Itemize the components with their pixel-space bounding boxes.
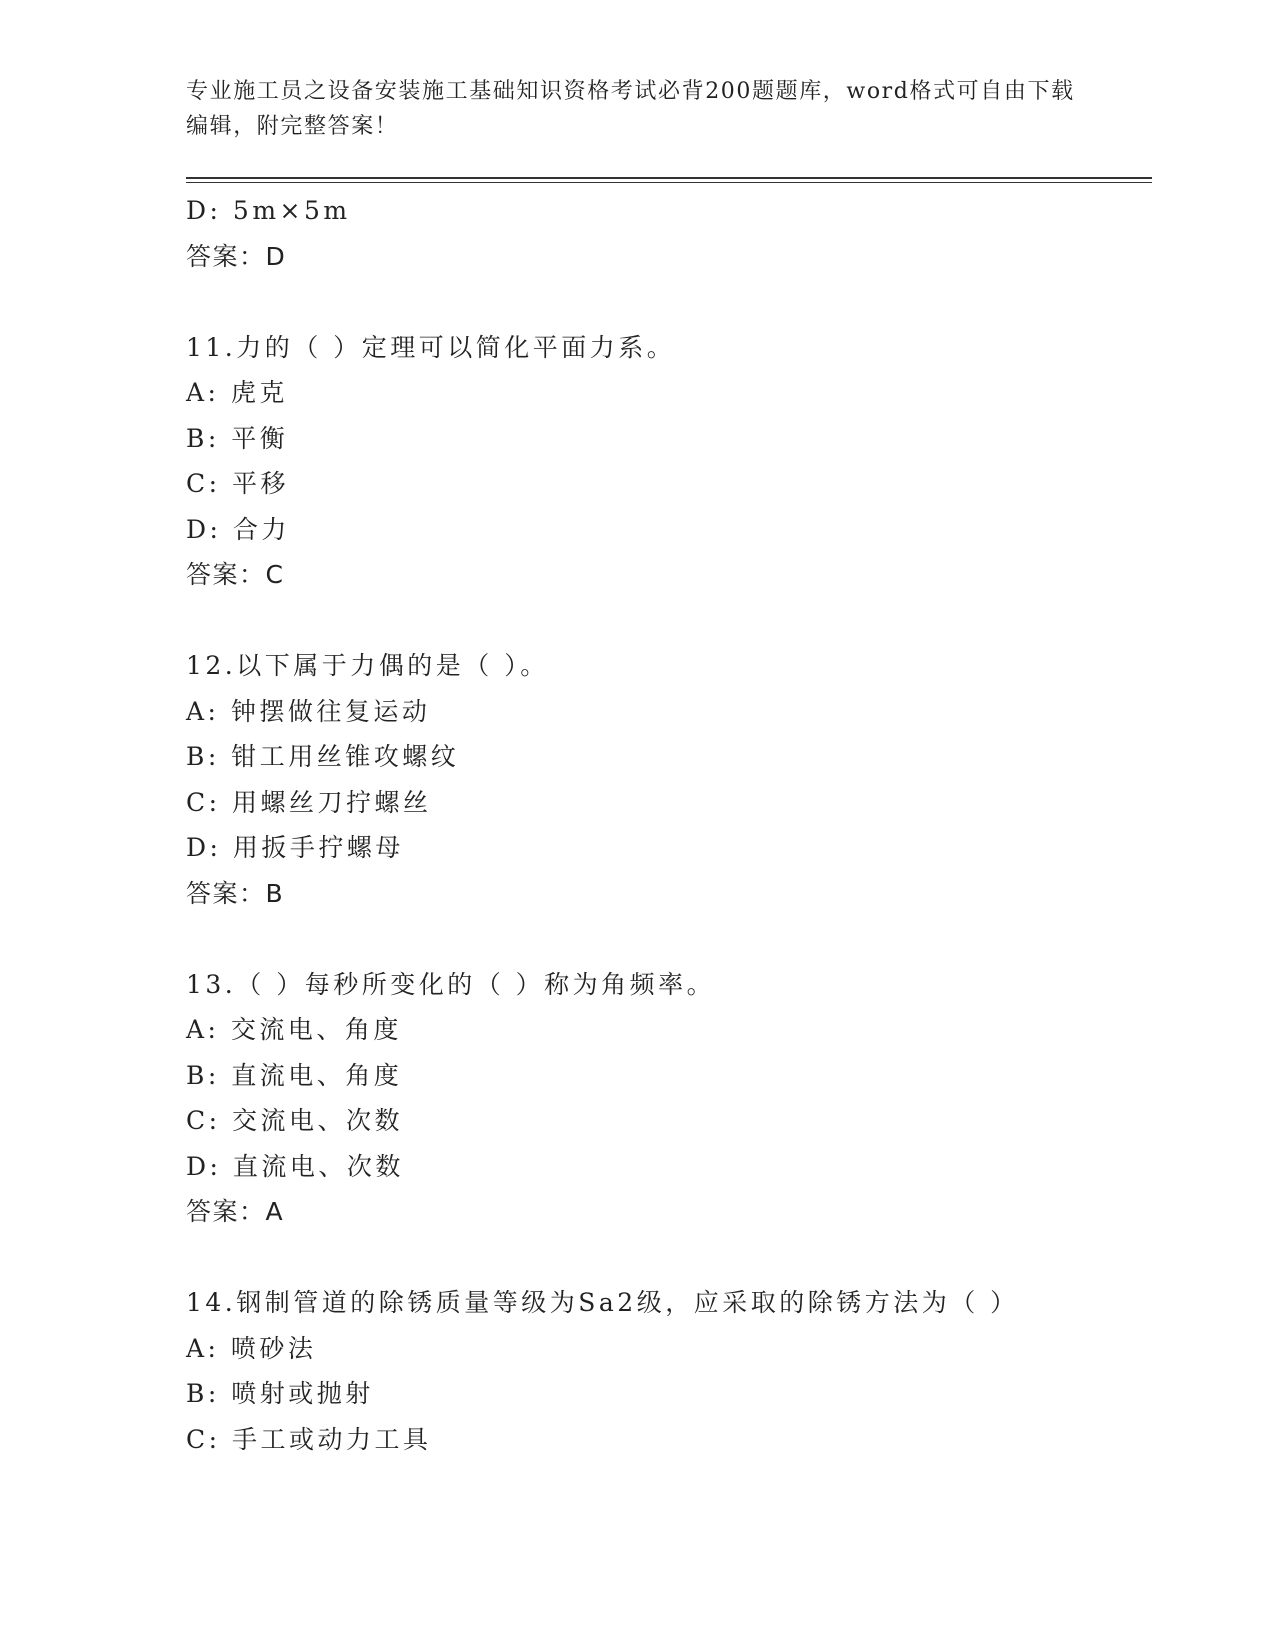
option-d: D: 合力 xyxy=(186,514,290,544)
answer-line: 答案：D xyxy=(186,241,287,271)
option-c: C: 手工或动力工具 xyxy=(186,1424,432,1454)
question-stem: 11.力的（ ）定理可以简化平面力系。 xyxy=(186,332,676,362)
option-d: D: 直流电、次数 xyxy=(186,1151,404,1181)
option-d: D: 5m×5m xyxy=(186,196,351,225)
spacer xyxy=(186,916,1152,962)
option-d: D: 用扳手拧螺母 xyxy=(186,833,404,862)
answer-line: 答案：B xyxy=(186,878,285,908)
option-a: A: 虎克 xyxy=(186,378,288,407)
spacer xyxy=(186,598,1152,644)
answer-line: 答案：C xyxy=(186,560,285,589)
question-13 xyxy=(186,962,1152,1235)
answer-line: 答案：A xyxy=(186,1197,285,1226)
header-double-rule xyxy=(186,177,1152,183)
option-b: B: 钳工用丝锥攻螺纹 xyxy=(186,742,460,771)
question-12 xyxy=(186,643,1152,916)
question-stem: 13.（ ）每秒所变化的（ ）称为角频率。 xyxy=(186,969,716,999)
document-header-title: 专业施工员之设备安装施工基础知识资格考试必背200题题库，word格式可自由下载编辑，附完整答案！ xyxy=(186,79,1075,139)
spacer xyxy=(186,1235,1152,1281)
option-a: A: 交流电、角度 xyxy=(186,1015,402,1044)
option-c: C: 交流电、次数 xyxy=(186,1106,403,1135)
option-b: B: 直流电、角度 xyxy=(186,1060,403,1090)
document-content xyxy=(186,188,1152,1462)
option-b: B: 平衡 xyxy=(186,423,289,453)
question-14 xyxy=(186,1280,1152,1462)
question-stem: 12.以下属于力偶的是（ ）。 xyxy=(186,651,549,680)
spacer xyxy=(186,279,1152,325)
option-c: C: 用螺丝刀拧螺丝 xyxy=(186,787,432,817)
option-a: A: 钟摆做往复运动 xyxy=(186,696,431,726)
question-stem: 14.钢制管道的除锈质量等级为Sa2级，应采取的除锈方法为（ ） xyxy=(186,1288,1019,1317)
option-c: C: 平移 xyxy=(186,469,289,498)
option-b: B: 喷射或抛射 xyxy=(186,1379,374,1408)
option-a: A: 喷砂法 xyxy=(186,1333,317,1363)
question-11 xyxy=(186,325,1152,598)
